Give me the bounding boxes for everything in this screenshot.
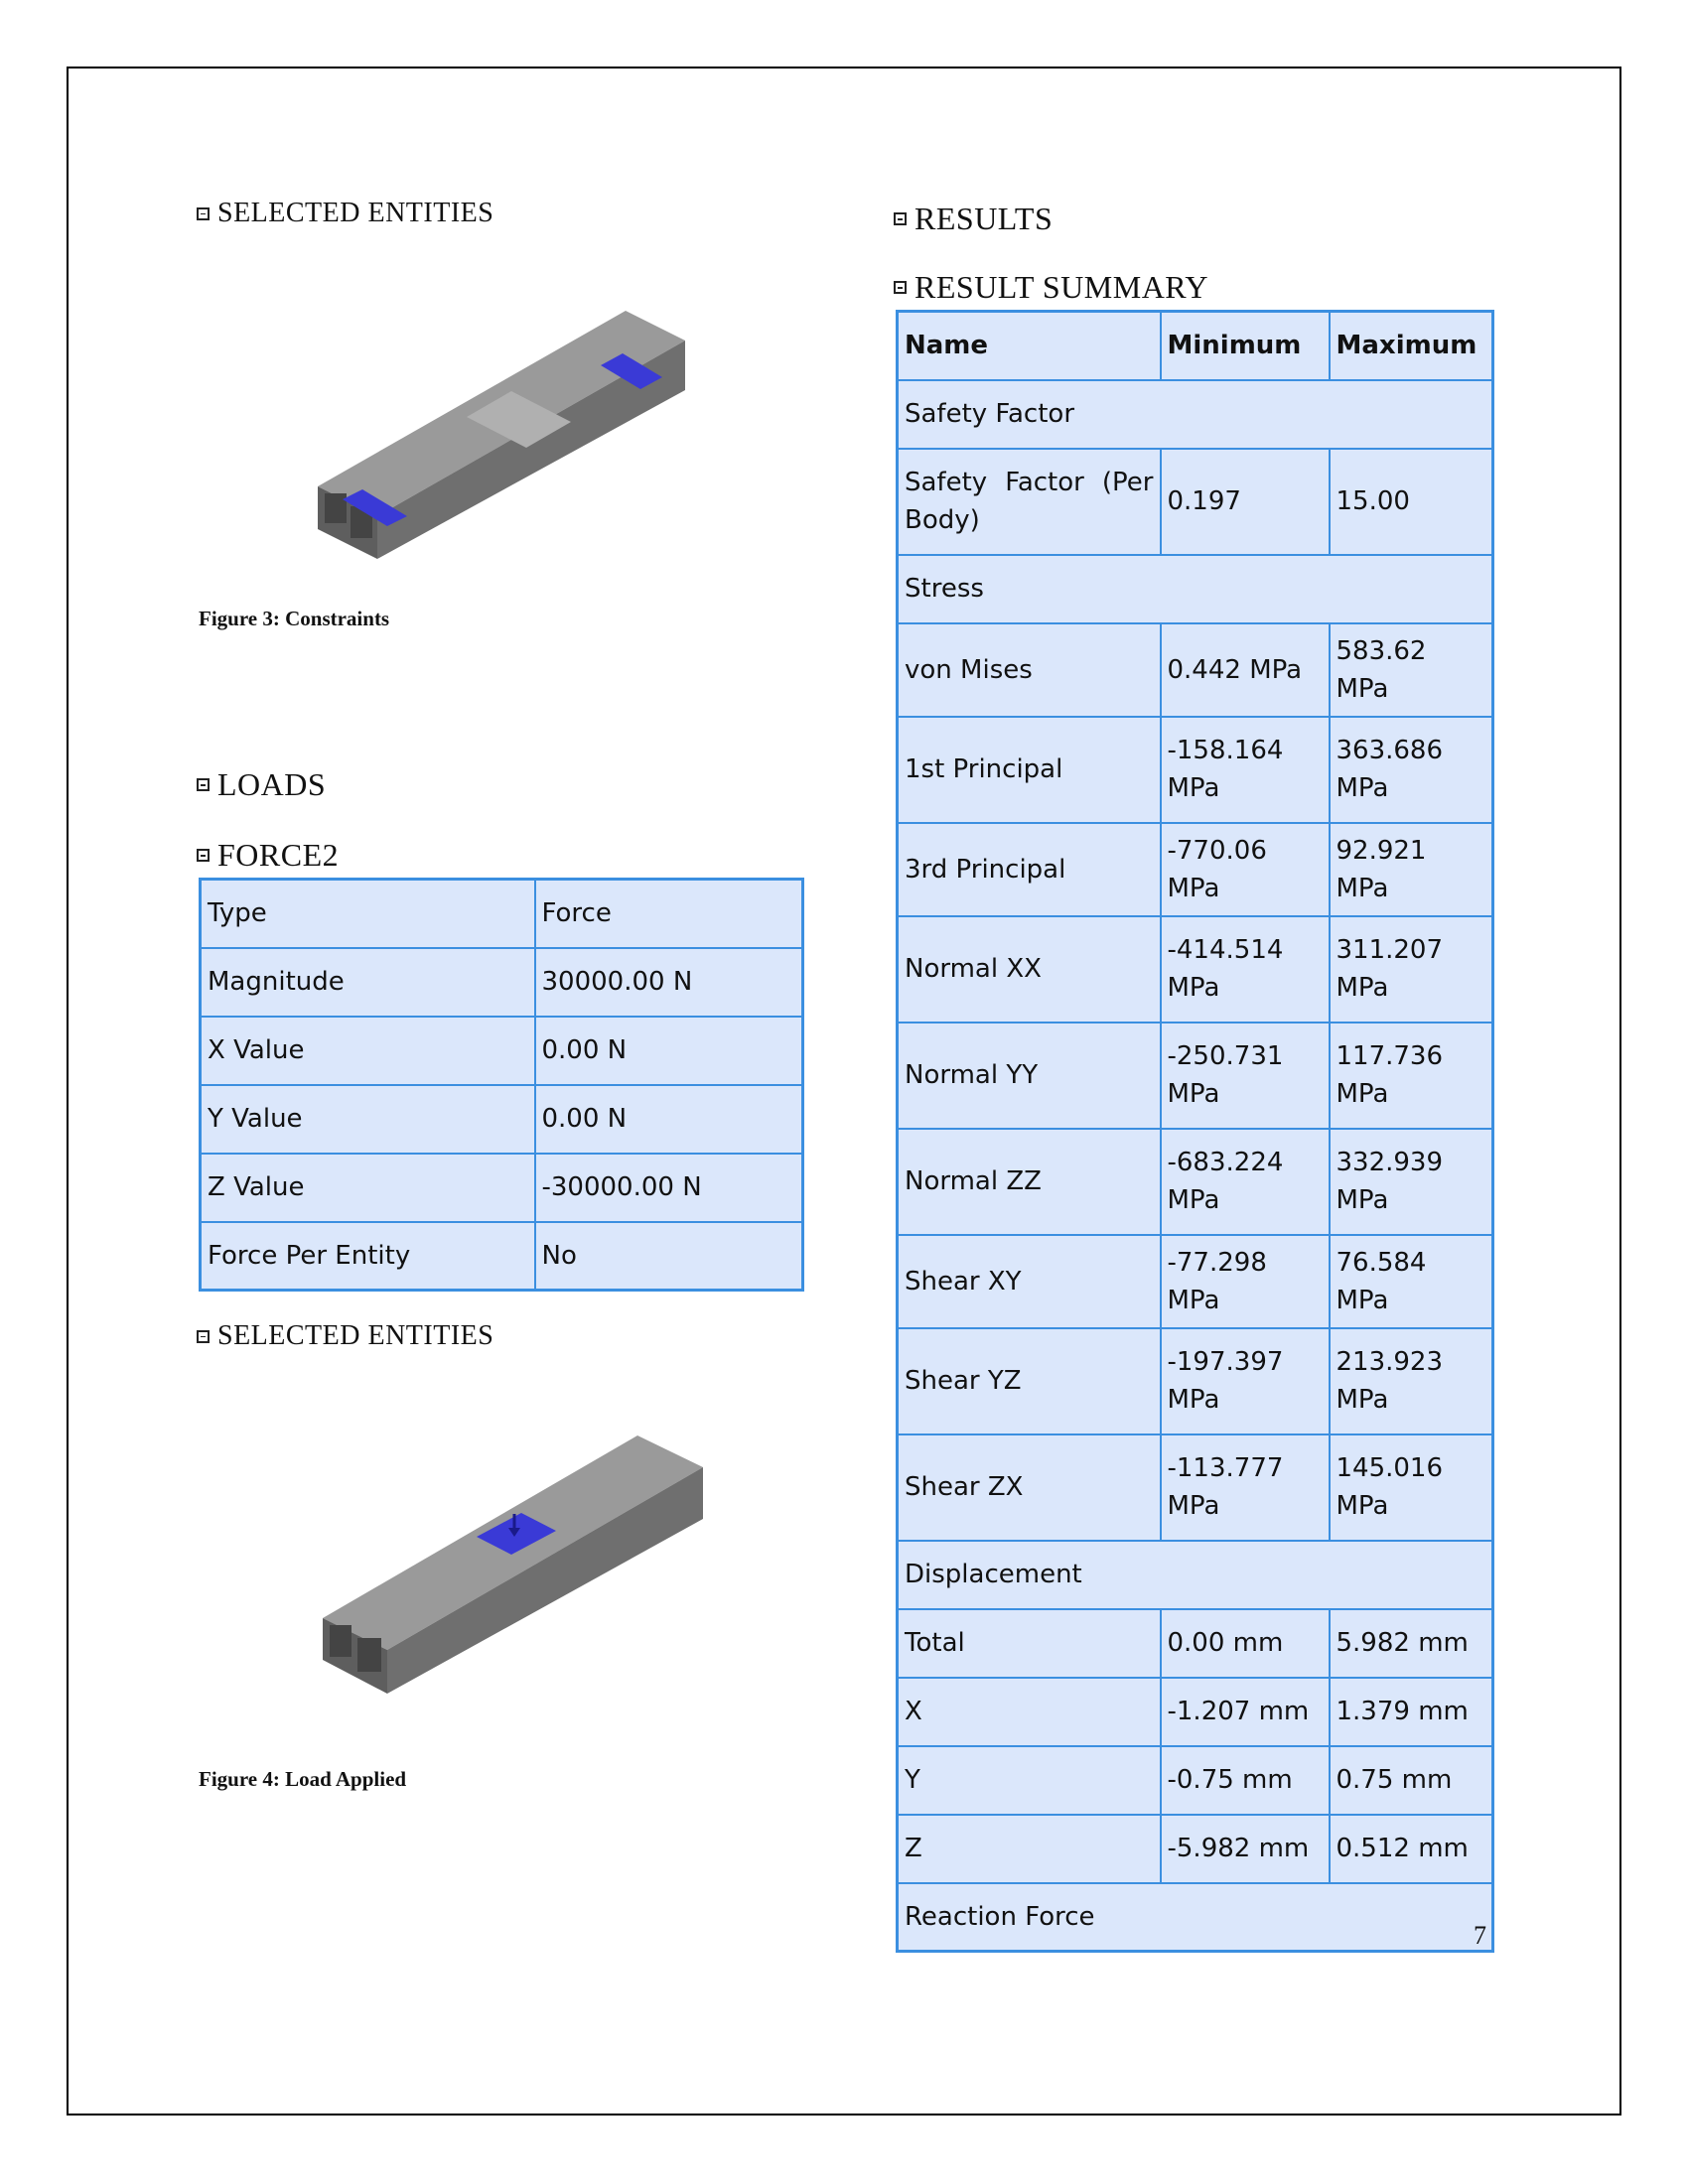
result-max: 92.921 MPa xyxy=(1330,823,1493,916)
figure4-caption: Figure 4: Load Applied xyxy=(199,1767,407,1791)
figure-constraints-image xyxy=(313,303,690,563)
result-max: 311.207 MPa xyxy=(1330,916,1493,1023)
group-label: Safety Factor xyxy=(898,380,1493,449)
force2-table xyxy=(199,878,804,1292)
property-name: X Value xyxy=(201,1017,535,1085)
result-min: -5.982 mm xyxy=(1161,1815,1330,1883)
collapse-icon[interactable] xyxy=(197,778,210,791)
collapse-icon[interactable] xyxy=(197,1330,210,1343)
table-row xyxy=(201,1017,803,1085)
table-row xyxy=(201,1154,803,1222)
result-max: 332.939 MPa xyxy=(1330,1129,1493,1235)
property-value: No xyxy=(535,1222,803,1291)
property-value: Force xyxy=(535,880,803,948)
table-row xyxy=(898,449,1493,555)
property-name: Type xyxy=(201,880,535,948)
table-row xyxy=(201,948,803,1017)
result-name: Safety Factor (Per Body) xyxy=(898,449,1161,555)
result-name: Total xyxy=(898,1609,1161,1678)
column-header-minimum: Minimum xyxy=(1161,312,1330,380)
result-max: 5.982 mm xyxy=(1330,1609,1493,1678)
property-value: -30000.00 N xyxy=(535,1154,803,1222)
table-row xyxy=(898,1328,1493,1434)
group-row xyxy=(898,1541,1493,1609)
result-min: 0.442 MPa xyxy=(1161,623,1330,717)
result-min: -414.514 MPa xyxy=(1161,916,1330,1023)
result-summary-table xyxy=(896,310,1494,1953)
result-max: 1.379 mm xyxy=(1330,1678,1493,1746)
table-row xyxy=(898,717,1493,823)
result-summary-heading[interactable] xyxy=(894,269,1208,306)
result-name: Shear YZ xyxy=(898,1328,1161,1434)
property-value: 0.00 N xyxy=(535,1085,803,1154)
selected-entities-heading-1[interactable] xyxy=(197,198,493,229)
group-row xyxy=(898,555,1493,623)
result-min: -113.777 MPa xyxy=(1161,1434,1330,1541)
group-label: Displacement xyxy=(898,1541,1493,1609)
property-name: Force Per Entity xyxy=(201,1222,535,1291)
page-number: 7 xyxy=(1474,1921,1486,1950)
result-max: 0.75 mm xyxy=(1330,1746,1493,1815)
result-min: -250.731 MPa xyxy=(1161,1023,1330,1129)
result-min: 0.00 mm xyxy=(1161,1609,1330,1678)
result-name: Shear XY xyxy=(898,1235,1161,1328)
table-row xyxy=(898,1023,1493,1129)
group-label: Reaction Force xyxy=(898,1883,1493,1952)
heading-label: LOADS xyxy=(217,766,327,802)
table-row xyxy=(898,916,1493,1023)
result-min: 0.197 xyxy=(1161,449,1330,555)
result-min: -158.164 MPa xyxy=(1161,717,1330,823)
result-min: -770.06 MPa xyxy=(1161,823,1330,916)
table-row xyxy=(898,1434,1493,1541)
property-name: Z Value xyxy=(201,1154,535,1222)
table-row xyxy=(898,1129,1493,1235)
group-label: Stress xyxy=(898,555,1493,623)
result-max: 76.584 MPa xyxy=(1330,1235,1493,1328)
heading-label: SELECTED ENTITIES xyxy=(217,1320,494,1351)
result-max: 145.016 MPa xyxy=(1330,1434,1493,1541)
figure3-caption: Figure 3: Constraints xyxy=(199,607,390,630)
property-value: 0.00 N xyxy=(535,1017,803,1085)
result-name: 1st Principal xyxy=(898,717,1161,823)
result-min: -197.397 MPa xyxy=(1161,1328,1330,1434)
loads-heading[interactable] xyxy=(197,766,326,803)
table-row xyxy=(898,823,1493,916)
result-name: Normal XX xyxy=(898,916,1161,1023)
selected-entities-heading-2[interactable] xyxy=(197,1320,493,1352)
table-row xyxy=(898,1678,1493,1746)
table-row xyxy=(898,1609,1493,1678)
table-row xyxy=(201,1222,803,1291)
table-row xyxy=(201,880,803,948)
property-name: Y Value xyxy=(201,1085,535,1154)
table-row xyxy=(898,623,1493,717)
result-max: 363.686 MPa xyxy=(1330,717,1493,823)
table-row xyxy=(898,1815,1493,1883)
result-max: 213.923 MPa xyxy=(1330,1328,1493,1434)
table-row xyxy=(898,1235,1493,1328)
result-max: 583.62 MPa xyxy=(1330,623,1493,717)
result-name: Y xyxy=(898,1746,1161,1815)
result-min: -0.75 mm xyxy=(1161,1746,1330,1815)
result-name: Shear ZX xyxy=(898,1434,1161,1541)
column-header-name: Name xyxy=(898,312,1161,380)
results-heading[interactable] xyxy=(894,201,1053,237)
collapse-icon[interactable] xyxy=(197,207,210,220)
property-value: 30000.00 N xyxy=(535,948,803,1017)
result-max: 0.512 mm xyxy=(1330,1815,1493,1883)
result-name: Z xyxy=(898,1815,1161,1883)
column-header-maximum: Maximum xyxy=(1330,312,1493,380)
result-name: Normal YY xyxy=(898,1023,1161,1129)
result-name: X xyxy=(898,1678,1161,1746)
figure-load-image xyxy=(318,1430,705,1698)
group-row xyxy=(898,1883,1493,1952)
result-name: Normal ZZ xyxy=(898,1129,1161,1235)
result-min: -683.224 MPa xyxy=(1161,1129,1330,1235)
property-name: Magnitude xyxy=(201,948,535,1017)
table-row xyxy=(201,1085,803,1154)
result-min: -77.298 MPa xyxy=(1161,1235,1330,1328)
table-row xyxy=(898,1746,1493,1815)
result-min: -1.207 mm xyxy=(1161,1678,1330,1746)
heading-label: RESULTS xyxy=(914,201,1054,236)
group-row xyxy=(898,380,1493,449)
collapse-icon[interactable] xyxy=(894,212,907,225)
table-header-row xyxy=(898,312,1493,380)
result-max: 15.00 xyxy=(1330,449,1493,555)
result-name: von Mises xyxy=(898,623,1161,717)
collapse-icon[interactable] xyxy=(197,849,210,862)
heading-label: FORCE2 xyxy=(217,837,340,873)
force2-heading[interactable] xyxy=(197,837,339,874)
collapse-icon[interactable] xyxy=(894,281,907,294)
result-max: 117.736 MPa xyxy=(1330,1023,1493,1129)
heading-label: SELECTED ENTITIES xyxy=(217,198,494,228)
heading-label: RESULT SUMMARY xyxy=(914,269,1208,305)
result-name: 3rd Principal xyxy=(898,823,1161,916)
